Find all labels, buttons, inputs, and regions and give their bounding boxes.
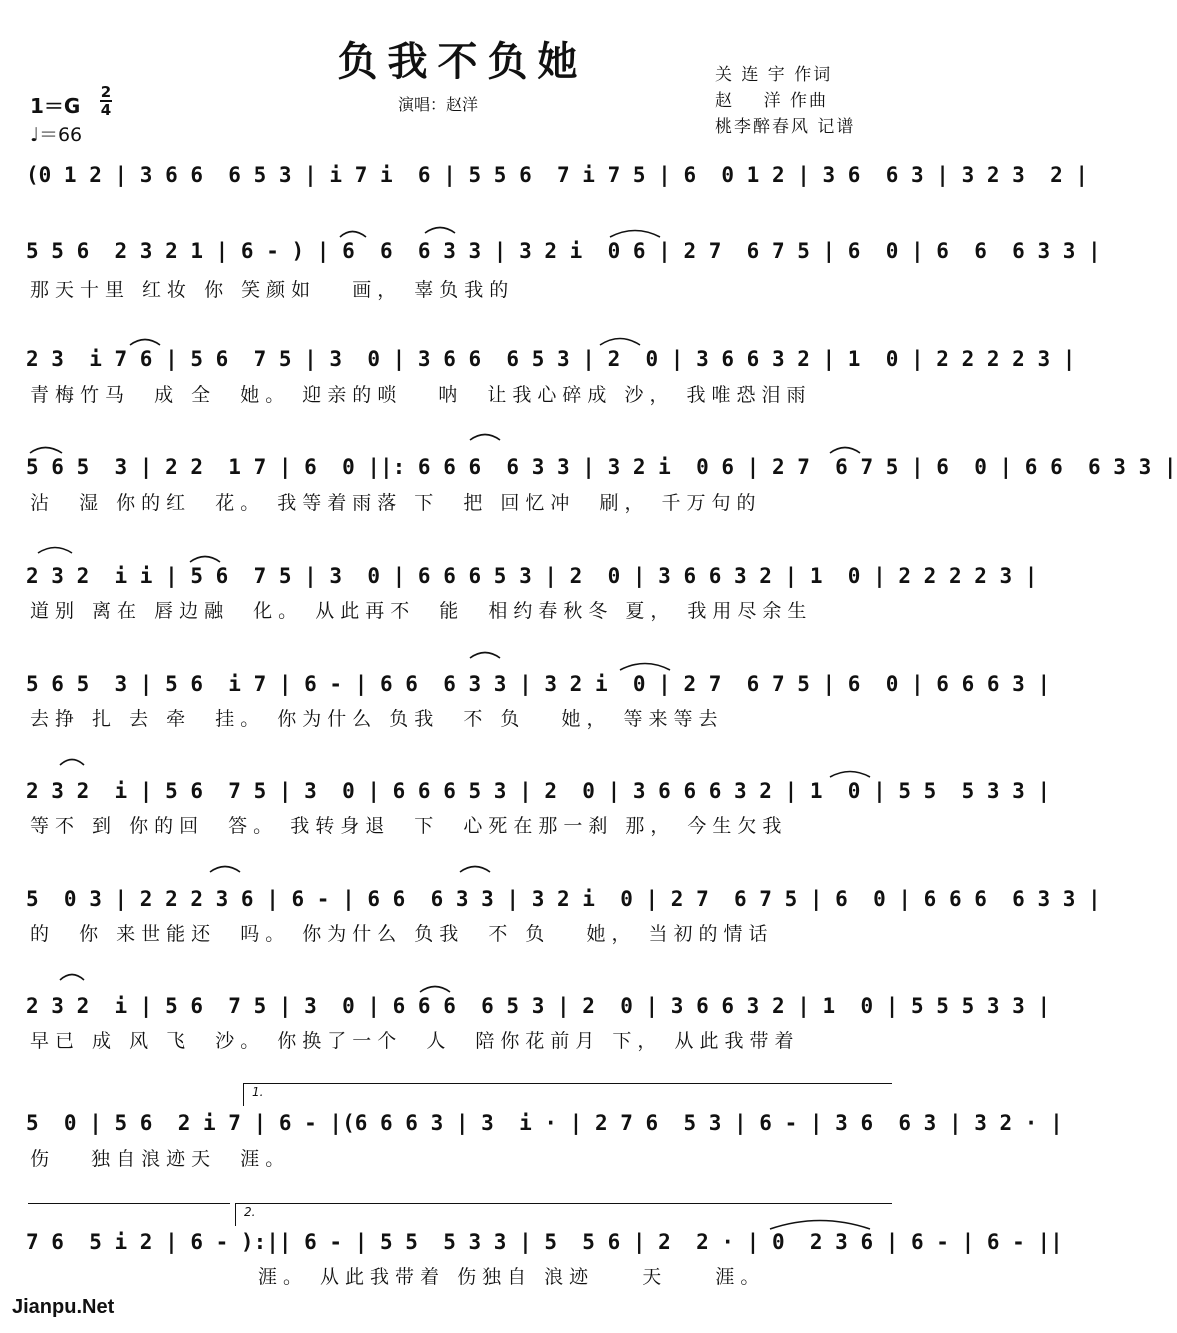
notation-line-3: 2 3 i 7 6 | 5 6 7 5 | 3 0 | 3 6 6 6 5 3 | 2 0 | 3 6 6 3 2 | 1 0 | 2 2 2 2 3 | (26, 347, 1076, 371)
lyric-line-5: 道别 离在 唇边融 化。 从此再不 能 相约春秋冬 夏， 我用尽余生 (30, 600, 813, 622)
notation-line-6: 5 6 5 3 | 5 6 i 7 | 6 - | 6 6 6 3 3 | 3 2 i 0 | 2 7 6 7 5 | 6 0 | 6 6 6 3 | (26, 672, 1051, 696)
slur-mark (130, 340, 160, 346)
slur-mark (425, 228, 455, 234)
slur-mark (38, 548, 72, 554)
composer-credit: 赵 洋 作曲 (715, 91, 829, 111)
singer-credit: 演唱：赵洋 (398, 95, 479, 114)
lyric-line-8: 的 你 来世能还 吗。 你为什么 负我 不 负 她， 当初的情话 (30, 923, 774, 945)
notation-line-1: (0 1 2 | 3 6 6 6 5 3 | i 7 i 6 | 5 5 6 7 i 7 5 | 6 0 1 2 | 3 6 6 3 | 3 2 3 2 | (26, 163, 1089, 187)
notation-line-5: 2 3 2 i i | 5 6 7 5 | 3 0 | 6 6 6 5 3 | 2 0 | 3 6 6 3 2 | 1 0 | 2 2 2 2 3 | (26, 564, 1038, 588)
notation-line-7: 2 3 2 i | 5 6 7 5 | 3 0 | 6 6 6 5 3 | 2 0 | 3 6 6 6 3 2 | 1 0 | 5 5 5 3 3 | (26, 779, 1051, 803)
time-signature-top: 2 (100, 83, 112, 101)
slur-mark (30, 448, 62, 454)
lyric-line-10: 伤 独自浪迹天 涯。 (30, 1148, 291, 1170)
notation-line-11: 7 6 5 i 2 | 6 - ):|| 6 - | 5 5 5 3 3 | 5 5 6 | 2 2 · | 0 2 3 6 | 6 - | 6 - || (26, 1230, 1063, 1254)
site-watermark: Jianpu.Net (12, 1296, 115, 1318)
transcriber-credit: 桃李醉春风 记谱 (715, 117, 856, 137)
notation-line-4: 5 6 5 3 | 2 2 1 7 | 6 0 ||: 6 6 6 6 3 3 | 3 2 i 0 6 | 2 7 6 7 5 | 6 0 | 6 6 6 3 3 | (26, 455, 1177, 479)
slur-mark (830, 772, 870, 778)
slur-mark (620, 664, 670, 671)
notation-line-2: 5 5 6 2 3 2 1 | 6 - ) | 6 6 6 3 3 | 3 2 i 0 6 | 2 7 6 7 5 | 6 0 | 6 6 6 3 3 | (26, 239, 1101, 263)
slur-mark (420, 987, 450, 993)
slur-mark (210, 867, 240, 873)
tempo-marking: ♩＝66 (30, 124, 83, 146)
slur-mark (60, 760, 84, 766)
notation-line-9: 2 3 2 i | 5 6 7 5 | 3 0 | 6 6 6 6 5 3 | 2 0 | 3 6 6 3 2 | 1 0 | 5 5 5 3 3 | (26, 994, 1051, 1018)
key-signature: 1＝G (30, 94, 81, 118)
slur-mark (770, 1221, 870, 1230)
slur-mark (470, 435, 500, 441)
lyric-line-3: 青梅竹马 成 全 她。 迎亲的唢 呐 让我心碎成 沙， 我唯恐泪雨 (30, 384, 812, 406)
time-signature-bottom: 4 (100, 101, 112, 119)
lyricist-credit: 关 连 宇 作词 (715, 65, 833, 85)
song-title: 负我不负她 (337, 39, 588, 85)
lyric-line-6: 去挣 扎 去 牵 挂。 你为什么 负我 不 负 她， 等来等去 (30, 708, 724, 730)
notation-line-10: 5 0 | 5 6 2 i 7 | 6 - |(6 6 6 3 | 3 i · | 2 7 6 5 3 | 6 - | 3 6 6 3 | 3 2 · | (26, 1111, 1063, 1135)
lyric-line-4: 沾 湿 你的红 花。 我等着雨落 下 把 回忆冲 刷， 千万句的 (30, 492, 762, 514)
volta-1-label: 1. (252, 1085, 264, 1099)
slur-mark (190, 557, 220, 563)
slur-mark (610, 231, 660, 238)
slur-mark (600, 339, 640, 346)
lyric-line-7: 等不 到 你的回 答。 我转身退 下 心死在那一刹 那， 今生欠我 (30, 815, 788, 837)
slur-mark (830, 448, 860, 454)
slur-mark (60, 975, 84, 981)
lyric-line-2: 那天十里 红妆 你 笑颜如 画， 辜负我的 (30, 279, 515, 301)
slur-mark (470, 653, 500, 659)
volta-2-label: 2. (244, 1205, 256, 1219)
notation-line-8: 5 0 3 | 2 2 2 3 6 | 6 - | 6 6 6 3 3 | 3 2 i 0 | 2 7 6 7 5 | 6 0 | 6 6 6 6 3 3 | (26, 887, 1101, 911)
lyric-line-11: 涯。 从此我带着 伤独自 浪迹 天 涯。 (258, 1266, 766, 1288)
lyric-line-9: 早已 成 风 飞 沙。 你换了一个 人 陪你花前月 下， 从此我带着 (30, 1030, 800, 1052)
slur-mark (340, 232, 366, 238)
slur-mark (460, 867, 490, 873)
